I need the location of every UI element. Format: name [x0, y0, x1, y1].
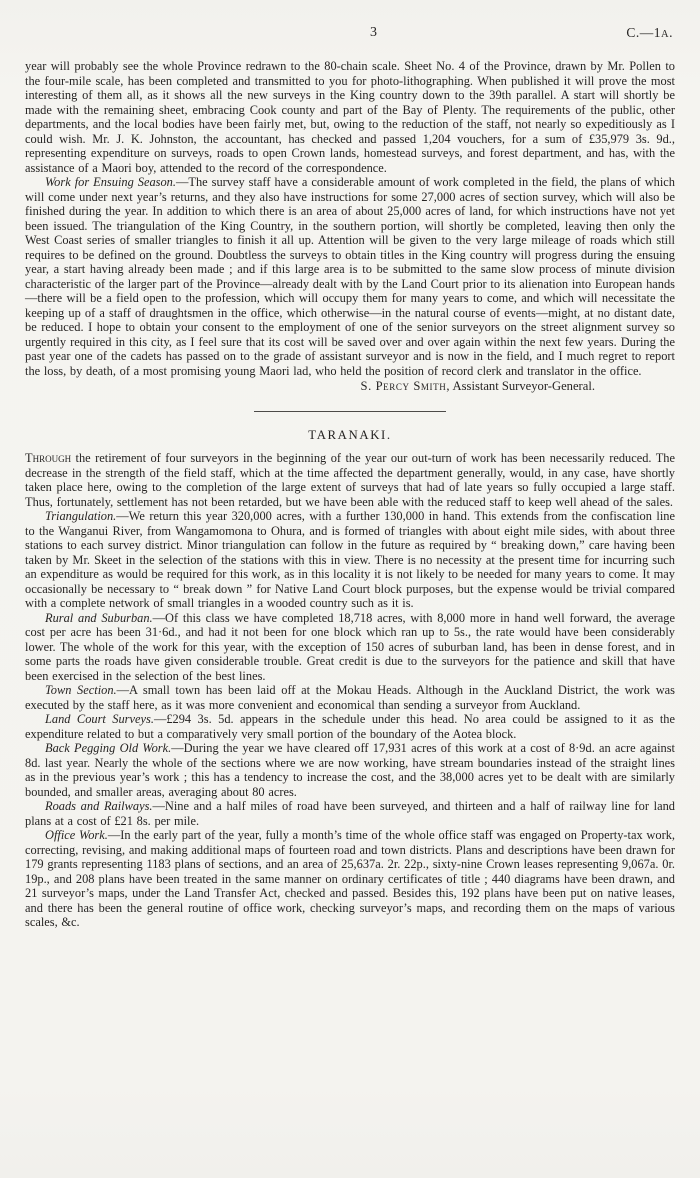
paragraph-lead-work-for-ensuing-season: Work for Ensuing Season. [45, 175, 176, 189]
paragraph-text: —The survey staff have a considerable amount of work completed in the field, the plans of which will come under next year’s returns, and they also have instructions for some 27,000 acres of section survey, which will also be finished during the year. In addition to which there is an area of about 25,000 acres of land, for which instructions have not yet been issued. The triangulation of the King Country, in the southern portion, will shortly be completed, leaving then only the West Coast series of smaller triangles to finish it all up. Attention will be given to the very large mileage of roads which still requires to be defined on the ground. Doubtless the surveys to obtain titles in the King country will progress during the ensuing year, a start having already been made ; and if this large area is to be submitted to the same slow process of minute division characteristic of the larger part of the Province—already dealt with by the Land Court prior to its alienation into European hands—there will be a field open to the profession, which will occupy them for many years to come, and which will necessitate the keeping up of a staff of draughtsmen in the office, which otherwise—in the natural course of events—might, at no distant date, be reduced. I hope to obtain your consent to the employment of one of the senior surveyors on the street alignment survey so urgently required in this city, as I feel sure that its cost will be saved over and over again within the next few years. During the past year one of the cadets has passed on to the grade of assistant surveyor and is now in the field, and I much regret to report the loss, by death, of a most promising young Maori lad, who held the position of record clerk and translator in the office. [25, 175, 675, 378]
signature-title: Assistant Surveyor-General. [452, 379, 595, 393]
paragraph-text: —Nine and a half miles of road have been surveyed, and thirteen and a half of railway line for land plans at a cost of £21 8s. per mile. [25, 799, 675, 828]
paragraph-roads-and-railways [25, 799, 675, 828]
paragraph-office-work [25, 828, 675, 930]
paragraph-text: —Of this class we have completed 18,718 acres, with 8,000 more in hand well forward, the average cost per acre has been 31·6d., and had it not been for one block which ran up to 5s., the rate would have been considerably lower. The whole of the work for this year, with the exception of 150 acres of suburban land, has been in dense forest, and in some parts the roads have given considerable trouble. Great credit is due to the surveyors for the patience and skill that have been exercised in the selection of the best lines. [25, 610, 675, 683]
signature-line [25, 379, 675, 394]
document-reference [626, 25, 673, 41]
paragraph-lead-office-work: Office Work. [45, 828, 108, 842]
section-divider-rule [254, 411, 446, 412]
paragraph-lead-town-section: Town Section. [45, 683, 117, 697]
document-reference-suffix: A [661, 29, 670, 40]
paragraph-text: the retirement of four surveyors in the beginning of the year our out-turn of work has been necessarily reduced. The decrease in the strength of the field staff, which at the time affected the department generally, would, in any case, have shortly taken place here, owing to the completion of the large extent of surveys that had of late years so fully occupied a large staff. Thus, fortunately, settlement has not been retarded, but we have been able with the reduced staff to keep well ahead of the sales. [25, 451, 675, 509]
paragraph-text: —£294 3s. 5d. appears in the schedule under this head. No area could be assigned to it as the expenditure related to but a comparatively very small portion of the boundary of the Aotea block. [25, 712, 675, 741]
paragraph-text: —During the year we have cleared off 17,931 acres of this work at a cost of 8·9d. an acre against 8d. last year. Nearly the whole of the sections where we are now working, have stream boundaries instead of the straight lines as in the previous year’s work ; this has a tendency to increase the cost, and the 38,000 acres yet to be dealt with are similarly bounded, and smaller areas, averaging about 80 acres. [25, 741, 675, 799]
paragraph-town-section [25, 683, 675, 712]
section-heading-taranaki: TARANAKI. [308, 428, 392, 442]
paragraph-land-court-surveys [25, 712, 675, 741]
text-column [25, 59, 675, 930]
paragraph-triangulation [25, 509, 675, 611]
paragraph-lead-roads-and-railways: Roads and Railways. [45, 799, 153, 813]
paragraph-text: —In the early part of the year, fully a month’s time of the whole office staff was engaged on Property-tax work, correcting, revising, and making additional maps of fourteen road and town districts. Plans and descriptions have been drawn for 179 grants representing 1183 plans of sections, and an area of 25,637a. 2r. 22p., sixty-nine Crown leases representing 9,067a. 0r. 19p., and 208 plans have been treated in the same manner on ordinary certificates of title ; 440 diagrams have been drawn, and 21 surveyor’s maps, under the Land Transfer Act, checked and passed. Besides this, 192 plans have been put on native leases, and there has been the general routine of office work, checking surveyor’s maps, and recording them on the maps of various scales, &c. [25, 828, 675, 929]
signature-name: S. Percy Smith, [360, 379, 451, 393]
paragraph-rural-and-suburban [25, 611, 675, 684]
paragraph-work-for-ensuing-season [25, 175, 675, 378]
document-reference-period: . [669, 25, 673, 40]
paragraph-lead-triangulation: Triangulation. [45, 509, 117, 523]
paragraph-taranaki-opening [25, 451, 675, 509]
paragraph-lead-rural-and-suburban: Rural and Suburban. [45, 610, 153, 625]
paragraph-text: —A small town has been laid off at the Mokau Heads. Although in the Auckland District, the work was executed by the staff here, as it was more convenient and economical than sending a surveyor from Auckland. [25, 683, 675, 712]
paragraph-opening-word: Through [25, 451, 72, 465]
page-number: 3 [370, 25, 377, 40]
document-reference-main: C.—1 [626, 25, 662, 40]
paragraph-continuation: year will probably see the whole Province redrawn to the 80-chain scale. Sheet No. 4 of the Province, drawn by Mr. Pollen to the four-mile scale, has been completed and transmitted to you for photo-lithographing. When published it will prove the most interesting of them all, as it shows all the new surveys in the King country down to the 39th parallel. A start will shortly be made with the remaining sheet, embracing Cook county and part of the Bay of Plenty. The requirements of the public, other departments, and the local bodies have been fairly met, but, owing to the reduction of the staff, not nearly so expeditiously as I could wish. Mr. J. K. Johnston, the accountant, has checked and passed 1,204 vouchers, for a sum of £35,979 3s. 9d., representing expenditure on surveys, roads to open Crown lands, homestead surveys, and forest department, and has, with the assistance of a Maori boy, attended to the record of the correspondence. [25, 59, 675, 175]
paragraph-text: —We return this year 320,000 acres, with a further 130,000 in hand. This extends from the confiscation line to the Wanganui River, from Wangamomona to Ohura, and is formed of triangles with about eight mile sides, with about three stations to each survey district. Minor triangulation can follow in the future as required by “ breaking down,” care having been taken by Mr. Skeet in the selection of the stations with this in view. There is no necessity at the present time for incurring such an expenditure as would be required for this work, as in this locality it is not likely to be needed for many years to come. It may occasionally be necessary to “ break down ” for Native Land Court block purposes, but the expense would be trivial compared with a complete network of small triangles in a wooded country such as it is. [25, 509, 675, 610]
paragraph-back-pegging-old-work [25, 741, 675, 799]
paragraph-lead-land-court-surveys: Land Court Surveys. [45, 712, 154, 726]
paragraph-lead-back-pegging-old-work: Back Pegging Old Work. [45, 741, 172, 755]
